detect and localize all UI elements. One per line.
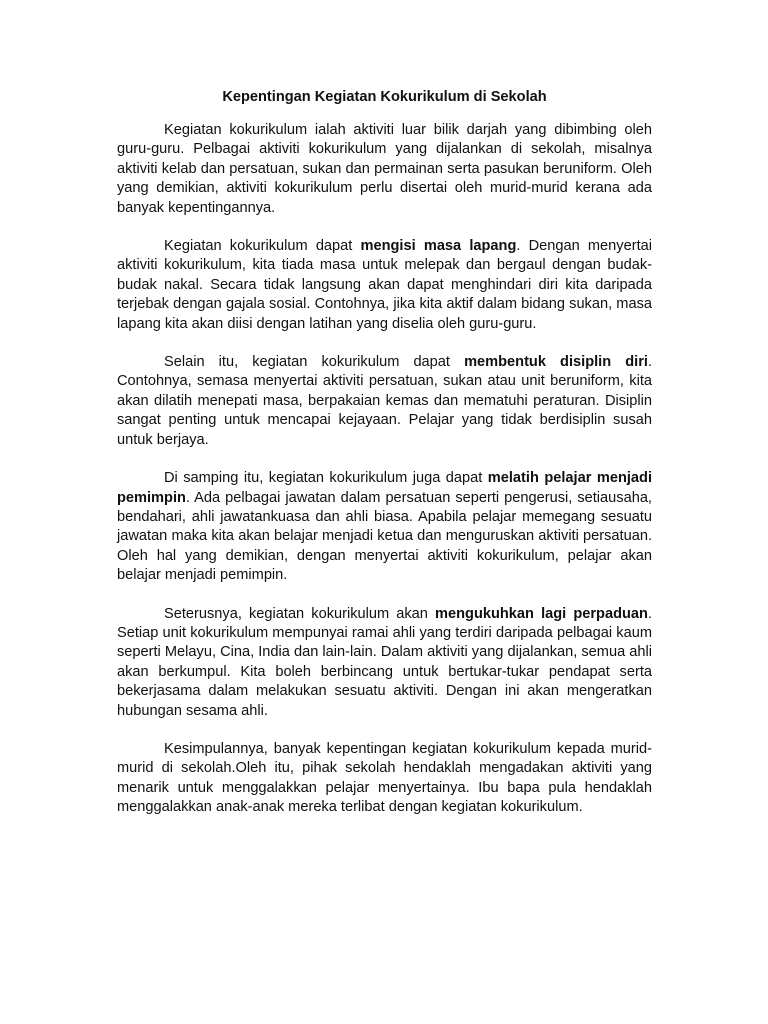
- document-title: Kepentingan Kegiatan Kokurikulum di Sekolah: [222, 89, 547, 105]
- paragraph-text: Selain itu, kegiatan kokurikulum dapat: [164, 354, 465, 371]
- paragraph-conclusion: [117, 740, 652, 818]
- paragraph-text: Kegiatan kokurikulum dapat: [164, 238, 361, 255]
- paragraph-text: . Contohnya, semasa menyertai aktiviti persatuan, sukan atau unit beruniform, kita akan dilatih menepati masa, berpakaian kemas dan mematuhi peraturan. Disiplin sangat penting untuk mencapai kejayaan. Pelajar yang tidak berdisiplin susah untuk berjaya.: [117, 354, 652, 448]
- paragraph-introduction: [117, 121, 652, 218]
- paragraph-text: Kesimpulannya, banyak kepentingan kegiatan kokurikulum kepada murid-murid di sekolah.Oleh itu, pihak sekolah hendaklah mengadakan aktiviti yang menarik untuk menggalakkan pelajar menyertainya. Ibu bapa pula hendaklah menggalakkan anak-anak mereka terlibat dengan kegiatan kokurikulum.: [117, 740, 652, 816]
- paragraph-text: . Ada pelbagai jawatan dalam persatuan seperti pengerusi, setiausaha, bendahari, ahli jawatankuasa dan ahli biasa. Apabila pelajar memegang sesuatu jawatan maka kita akan belajar menjadi ketua dan menguruskan aktiviti persatuan. Oleh hal yang demikian, dengan menyertai aktiviti kokurikulum, pelajar akan belajar menjadi pemimpin.: [117, 489, 652, 584]
- paragraph-point-1: [117, 237, 652, 334]
- key-point-bold: mengukuhkan lagi perpaduan: [435, 605, 648, 622]
- paragraph-point-2: [117, 353, 652, 450]
- paragraph-point-3: [117, 469, 652, 585]
- paragraph-text: . Setiap unit kokurikulum mempunyai ramai ahli yang terdiri daripada pelbagai kaum seperti Melayu, Cina, India dan lain-lain. Dalam aktiviti yang dijalankan, semua ahli akan berkumpul. Kita boleh berbincang untuk bertukar-tukar pendapat serta bekerjasama dalam melakukan sesuatu aktiviti. Dengan ini akan mengeratkan hubungan sesama ahli.: [117, 605, 652, 719]
- paragraph-text: . Dengan menyertai aktiviti kokurikulum, kita tiada masa untuk melepak dan bergaul dengan budak-budak nakal. Secara tidak langsung akan dapat menghindari diri kita daripada terjebak dengan gajala sosial. Contohnya, jika kita aktif dalam bidang sukan, masa lapang kita akan diisi dengan latihan yang diselia oleh guru-guru.: [117, 238, 652, 332]
- key-point-bold: membentuk disiplin diri: [464, 354, 648, 371]
- document-page: [117, 88, 652, 837]
- paragraph-text: Seterusnya, kegiatan kokurikulum akan: [164, 605, 436, 622]
- key-point-bold: melatih pelajar menjadi pemimpin: [117, 470, 652, 506]
- key-point-bold: mengisi masa lapang: [360, 238, 517, 255]
- paragraph-text: Di samping itu, kegiatan kokurikulum juga dapat: [164, 470, 488, 487]
- paragraph-text: Kegiatan kokurikulum ialah aktiviti luar bilik darjah yang dibimbing oleh guru-guru. Pelbagai aktiviti kokurikulum yang dijalankan di sekolah, misalnya aktiviti kelab dan persatuan, sukan dan permainan serta pasukan beruniform. Oleh yang demikian, aktiviti kokurikulum perlu disertai oleh murid-murid kerana ada banyak kepentingannya.: [117, 122, 652, 216]
- paragraph-point-4: [117, 605, 652, 721]
